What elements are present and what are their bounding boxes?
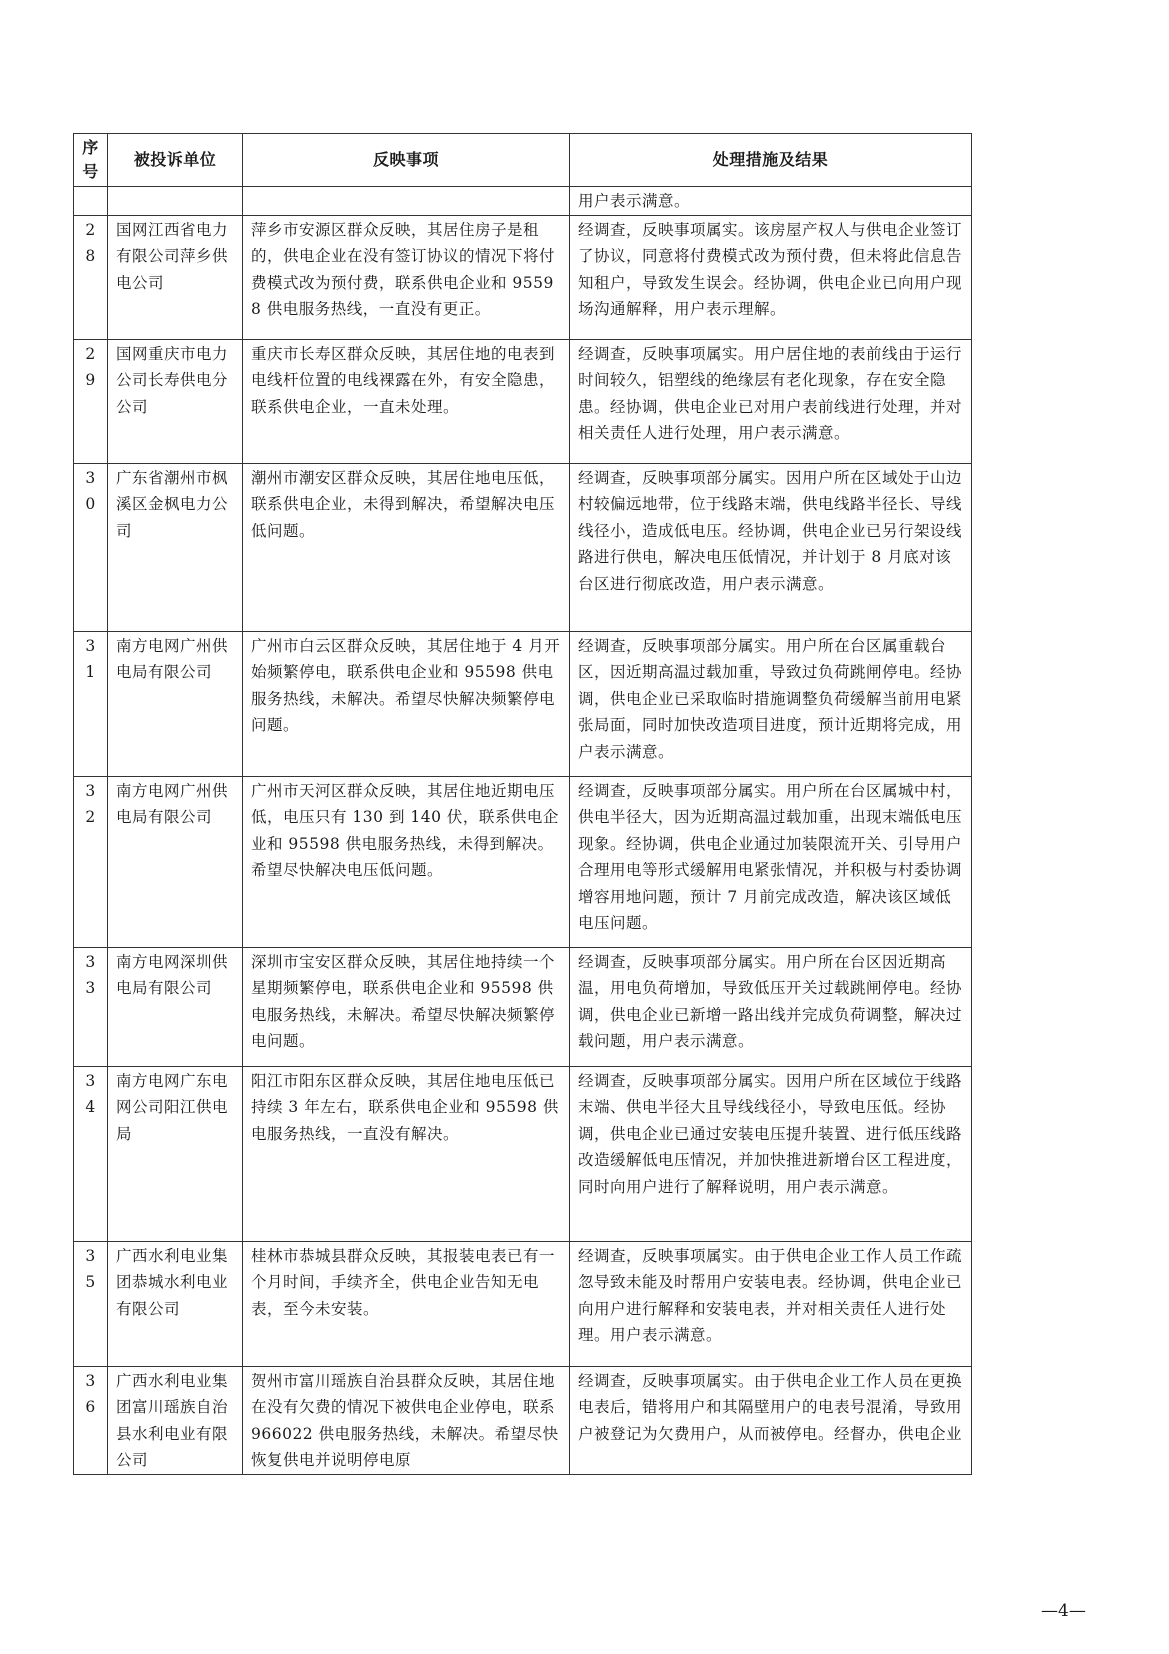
row-issue: 阳江市阳东区群众反映，其居住地电压低已持续 3 年左右，联系供电企业和 95598 供电服务热线，一直没有解决。 bbox=[243, 1066, 570, 1241]
table-row bbox=[74, 631, 972, 776]
row-issue: 重庆市长寿区群众反映，其居住地的电表到电线杆位置的电线裸露在外，有安全隐患，联系供电企业，一直未处理。 bbox=[243, 339, 570, 463]
continuation-result: 用户表示满意。 bbox=[570, 187, 972, 216]
row-unit: 南方电网深圳供电局有限公司 bbox=[108, 947, 243, 1066]
table-row bbox=[74, 1241, 972, 1366]
row-issue: 贺州市富川瑶族自治县群众反映，其居住地在没有欠费的情况下被供电企业停电，联系 966022 供电服务热线，未解决。希望尽快恢复供电并说明停电原 bbox=[243, 1366, 570, 1474]
header-issue: 反映事项 bbox=[243, 134, 570, 187]
row-issue: 桂林市恭城县群众反映，其报装电表已有一个月时间，手续齐全，供电企业告知无电表，至今未安装。 bbox=[243, 1241, 570, 1366]
row-result: 经调查，反映事项属实。用户居住地的表前线由于运行时间较久，铝塑线的绝缘层有老化现象，存在安全隐患。经协调，供电企业已对用户表前线进行处理，并对相关责任人进行处理，用户表示满意。 bbox=[570, 339, 972, 463]
row-unit: 广西水利电业集团富川瑶族自治县水利电业有限公司 bbox=[108, 1366, 243, 1474]
row-issue: 深圳市宝安区群众反映，其居住地持续一个星期频繁停电，联系供电企业和 95598 供电服务热线，未解决。希望尽快解决频繁停电问题。 bbox=[243, 947, 570, 1066]
continuation-issue bbox=[243, 187, 570, 216]
row-num: 35 bbox=[74, 1241, 108, 1366]
page-number: —4— bbox=[1041, 1601, 1086, 1621]
header-unit: 被投诉单位 bbox=[108, 134, 243, 187]
table-row bbox=[74, 215, 972, 339]
row-num: 32 bbox=[74, 776, 108, 947]
row-result: 经调查，反映事项部分属实。用户所在台区因近期高温，用电负荷增加，导致低压开关过载跳闸停电。经协调，供电企业已新增一路出线并完成负荷调整，解决过载问题，用户表示满意。 bbox=[570, 947, 972, 1066]
row-result: 经调查，反映事项属实。该房屋产权人与供电企业签订了协议，同意将付费模式改为预付费，但未将此信息告知租户，导致发生误会。经协调，供电企业已向用户现场沟通解释，用户表示理解。 bbox=[570, 215, 972, 339]
table-row bbox=[74, 1066, 972, 1241]
row-issue: 广州市天河区群众反映，其居住地近期电压低，电压只有 130 到 140 伏，联系供电企业和 95598 供电服务热线，未得到解决。希望尽快解决电压低问题。 bbox=[243, 776, 570, 947]
row-num: 28 bbox=[74, 215, 108, 339]
row-unit: 国网重庆市电力公司长寿供电分公司 bbox=[108, 339, 243, 463]
row-num: 31 bbox=[74, 631, 108, 776]
continuation-unit bbox=[108, 187, 243, 216]
continuation-row bbox=[74, 187, 972, 216]
row-unit: 广西水利电业集团恭城水利电业有限公司 bbox=[108, 1241, 243, 1366]
continuation-num bbox=[74, 187, 108, 216]
table-row bbox=[74, 339, 972, 463]
row-result: 经调查，反映事项部分属实。因用户所在区域位于线路末端、供电半径大且导线线径小，导致电压低。经协调，供电企业已通过安装电压提升装置、进行低压线路改造缓解低电压情况，并加快推进新增台区工程进度，同时向用户进行了解释说明，用户表示满意。 bbox=[570, 1066, 972, 1241]
table-row bbox=[74, 1366, 972, 1474]
row-num: 36 bbox=[74, 1366, 108, 1474]
complaint-table bbox=[73, 133, 972, 1475]
row-result: 经调查，反映事项部分属实。用户所在台区属重载台区，因近期高温过载加重，导致过负荷跳闸停电。经协调，供电企业已采取临时措施调整负荷缓解当前用电紧张局面，同时加快改造项目进度，预计近期将完成，用户表示满意。 bbox=[570, 631, 972, 776]
row-num: 34 bbox=[74, 1066, 108, 1241]
row-unit: 南方电网广东电网公司阳江供电局 bbox=[108, 1066, 243, 1241]
row-issue: 萍乡市安源区群众反映，其居住房子是租的，供电企业在没有签订协议的情况下将付费模式改为预付费，联系供电企业和 95598 供电服务热线，一直没有更正。 bbox=[243, 215, 570, 339]
row-unit: 南方电网广州供电局有限公司 bbox=[108, 776, 243, 947]
header-result: 处理措施及结果 bbox=[570, 134, 972, 187]
row-result: 经调查，反映事项属实。由于供电企业工作人员在更换电表后，错将用户和其隔壁用户的电表号混淆，导致用户被登记为欠费用户，从而被停电。经督办，供电企业 bbox=[570, 1366, 972, 1474]
row-result: 经调查，反映事项部分属实。因用户所在区域处于山边村较偏远地带，位于线路末端，供电线路半径长、导线线径小，造成低电压。经协调，供电企业已另行架设线路进行供电，解决电压低情况，并计划于 8 月底对该台区进行彻底改造，用户表示满意。 bbox=[570, 463, 972, 631]
row-result: 经调查，反映事项属实。由于供电企业工作人员工作疏忽导致未能及时帮用户安装电表。经协调，供电企业已向用户进行解释和安装电表，并对相关责任人进行处理。用户表示满意。 bbox=[570, 1241, 972, 1366]
table-row bbox=[74, 776, 972, 947]
row-num: 29 bbox=[74, 339, 108, 463]
row-num: 30 bbox=[74, 463, 108, 631]
table-row bbox=[74, 463, 972, 631]
header-num: 序号 bbox=[74, 134, 108, 187]
row-unit: 南方电网广州供电局有限公司 bbox=[108, 631, 243, 776]
row-result: 经调查，反映事项部分属实。用户所在台区属城中村，供电半径大，因为近期高温过载加重，出现末端低电压现象。经协调，供电企业通过加装限流开关、引导用户合理用电等形式缓解用电紧张情况，并积极与村委协调增容用地问题，预计 7 月前完成改造，解决该区域低电压问题。 bbox=[570, 776, 972, 947]
table-row bbox=[74, 947, 972, 1066]
header-row bbox=[74, 134, 972, 187]
row-unit: 广东省潮州市枫溪区金枫电力公司 bbox=[108, 463, 243, 631]
row-num: 33 bbox=[74, 947, 108, 1066]
row-issue: 广州市白云区群众反映，其居住地于 4 月开始频繁停电，联系供电企业和 95598 供电服务热线，未解决。希望尽快解决频繁停电问题。 bbox=[243, 631, 570, 776]
row-issue: 潮州市潮安区群众反映，其居住地电压低，联系供电企业，未得到解决，希望解决电压低问题。 bbox=[243, 463, 570, 631]
row-unit: 国网江西省电力有限公司萍乡供电公司 bbox=[108, 215, 243, 339]
